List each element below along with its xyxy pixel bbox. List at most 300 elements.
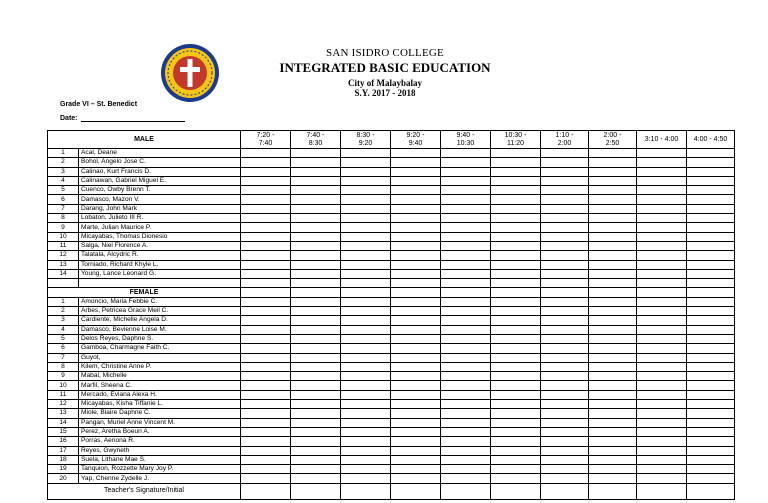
attendance-cell[interactable] bbox=[541, 158, 589, 167]
attendance-cell[interactable] bbox=[391, 149, 441, 158]
attendance-cell[interactable] bbox=[341, 260, 391, 269]
attendance-cell[interactable] bbox=[589, 279, 637, 288]
attendance-cell[interactable] bbox=[491, 353, 541, 362]
attendance-cell[interactable] bbox=[291, 455, 341, 464]
attendance-cell[interactable] bbox=[541, 316, 589, 325]
attendance-cell[interactable] bbox=[441, 288, 491, 297]
attendance-cell[interactable] bbox=[637, 465, 687, 474]
attendance-cell[interactable] bbox=[541, 325, 589, 334]
attendance-cell[interactable] bbox=[541, 204, 589, 213]
attendance-cell[interactable] bbox=[541, 446, 589, 455]
attendance-cell[interactable] bbox=[637, 149, 687, 158]
attendance-cell[interactable] bbox=[589, 297, 637, 306]
attendance-cell[interactable] bbox=[687, 149, 735, 158]
attendance-cell[interactable] bbox=[241, 186, 291, 195]
attendance-cell[interactable] bbox=[291, 186, 341, 195]
attendance-cell[interactable] bbox=[491, 297, 541, 306]
attendance-cell[interactable] bbox=[589, 325, 637, 334]
attendance-cell[interactable] bbox=[391, 465, 441, 474]
attendance-cell[interactable] bbox=[441, 344, 491, 353]
attendance-cell[interactable] bbox=[441, 241, 491, 250]
attendance-cell[interactable] bbox=[241, 400, 291, 409]
attendance-cell[interactable] bbox=[637, 269, 687, 278]
attendance-cell[interactable] bbox=[589, 362, 637, 371]
attendance-cell[interactable] bbox=[541, 149, 589, 158]
attendance-cell[interactable] bbox=[541, 176, 589, 185]
attendance-cell[interactable] bbox=[441, 307, 491, 316]
attendance-cell[interactable] bbox=[341, 474, 391, 483]
attendance-cell[interactable] bbox=[291, 427, 341, 436]
attendance-cell[interactable] bbox=[341, 437, 391, 446]
attendance-cell[interactable] bbox=[341, 316, 391, 325]
attendance-cell[interactable] bbox=[687, 251, 735, 260]
attendance-cell[interactable] bbox=[637, 362, 687, 371]
attendance-cell[interactable] bbox=[241, 149, 291, 158]
attendance-cell[interactable] bbox=[637, 176, 687, 185]
attendance-cell[interactable] bbox=[441, 149, 491, 158]
attendance-cell[interactable] bbox=[241, 167, 291, 176]
attendance-cell[interactable] bbox=[291, 176, 341, 185]
attendance-cell[interactable] bbox=[637, 195, 687, 204]
attendance-cell[interactable] bbox=[491, 149, 541, 158]
attendance-cell[interactable] bbox=[589, 344, 637, 353]
attendance-cell[interactable] bbox=[241, 409, 291, 418]
attendance-cell[interactable] bbox=[637, 241, 687, 250]
attendance-cell[interactable] bbox=[589, 446, 637, 455]
signature-cell[interactable] bbox=[541, 483, 589, 499]
attendance-cell[interactable] bbox=[687, 334, 735, 343]
attendance-cell[interactable] bbox=[291, 474, 341, 483]
attendance-cell[interactable] bbox=[341, 158, 391, 167]
attendance-cell[interactable] bbox=[687, 372, 735, 381]
attendance-cell[interactable] bbox=[341, 149, 391, 158]
attendance-cell[interactable] bbox=[391, 232, 441, 241]
attendance-cell[interactable] bbox=[589, 418, 637, 427]
attendance-cell[interactable] bbox=[541, 390, 589, 399]
attendance-cell[interactable] bbox=[441, 353, 491, 362]
attendance-cell[interactable] bbox=[441, 223, 491, 232]
attendance-cell[interactable] bbox=[441, 381, 491, 390]
attendance-cell[interactable] bbox=[491, 334, 541, 343]
attendance-cell[interactable] bbox=[541, 362, 589, 371]
attendance-cell[interactable] bbox=[341, 204, 391, 213]
attendance-cell[interactable] bbox=[637, 158, 687, 167]
attendance-cell[interactable] bbox=[291, 353, 341, 362]
attendance-cell[interactable] bbox=[391, 325, 441, 334]
attendance-cell[interactable] bbox=[341, 288, 391, 297]
attendance-cell[interactable] bbox=[687, 325, 735, 334]
attendance-cell[interactable] bbox=[637, 325, 687, 334]
attendance-cell[interactable] bbox=[441, 400, 491, 409]
attendance-cell[interactable] bbox=[391, 223, 441, 232]
attendance-cell[interactable] bbox=[291, 204, 341, 213]
attendance-cell[interactable] bbox=[687, 307, 735, 316]
attendance-cell[interactable] bbox=[589, 455, 637, 464]
attendance-cell[interactable] bbox=[391, 400, 441, 409]
attendance-cell[interactable] bbox=[637, 186, 687, 195]
attendance-cell[interactable] bbox=[589, 195, 637, 204]
attendance-cell[interactable] bbox=[687, 158, 735, 167]
attendance-cell[interactable] bbox=[541, 353, 589, 362]
attendance-cell[interactable] bbox=[441, 362, 491, 371]
attendance-cell[interactable] bbox=[241, 418, 291, 427]
attendance-cell[interactable] bbox=[637, 372, 687, 381]
attendance-cell[interactable] bbox=[541, 381, 589, 390]
attendance-cell[interactable] bbox=[391, 269, 441, 278]
attendance-cell[interactable] bbox=[541, 269, 589, 278]
attendance-cell[interactable] bbox=[341, 176, 391, 185]
attendance-cell[interactable] bbox=[441, 158, 491, 167]
attendance-cell[interactable] bbox=[637, 427, 687, 436]
attendance-cell[interactable] bbox=[341, 186, 391, 195]
attendance-cell[interactable] bbox=[391, 195, 441, 204]
attendance-cell[interactable] bbox=[589, 260, 637, 269]
attendance-cell[interactable] bbox=[637, 288, 687, 297]
attendance-cell[interactable] bbox=[491, 251, 541, 260]
attendance-cell[interactable] bbox=[687, 465, 735, 474]
attendance-cell[interactable] bbox=[491, 158, 541, 167]
attendance-cell[interactable] bbox=[441, 390, 491, 399]
attendance-cell[interactable] bbox=[441, 446, 491, 455]
attendance-cell[interactable] bbox=[291, 409, 341, 418]
attendance-cell[interactable] bbox=[241, 297, 291, 306]
attendance-cell[interactable] bbox=[291, 241, 341, 250]
attendance-cell[interactable] bbox=[341, 353, 391, 362]
attendance-cell[interactable] bbox=[341, 418, 391, 427]
attendance-cell[interactable] bbox=[589, 390, 637, 399]
attendance-cell[interactable] bbox=[241, 344, 291, 353]
attendance-cell[interactable] bbox=[391, 297, 441, 306]
attendance-cell[interactable] bbox=[637, 409, 687, 418]
attendance-cell[interactable] bbox=[687, 204, 735, 213]
attendance-cell[interactable] bbox=[341, 251, 391, 260]
attendance-cell[interactable] bbox=[491, 437, 541, 446]
attendance-cell[interactable] bbox=[637, 307, 687, 316]
attendance-cell[interactable] bbox=[241, 288, 291, 297]
attendance-cell[interactable] bbox=[589, 381, 637, 390]
attendance-cell[interactable] bbox=[391, 390, 441, 399]
attendance-cell[interactable] bbox=[341, 223, 391, 232]
attendance-cell[interactable] bbox=[589, 204, 637, 213]
attendance-cell[interactable] bbox=[491, 316, 541, 325]
attendance-cell[interactable] bbox=[637, 232, 687, 241]
attendance-cell[interactable] bbox=[291, 325, 341, 334]
attendance-cell[interactable] bbox=[491, 288, 541, 297]
signature-cell[interactable] bbox=[391, 483, 441, 499]
attendance-cell[interactable] bbox=[291, 269, 341, 278]
attendance-cell[interactable] bbox=[391, 204, 441, 213]
attendance-cell[interactable] bbox=[687, 390, 735, 399]
attendance-cell[interactable] bbox=[637, 390, 687, 399]
attendance-cell[interactable] bbox=[589, 437, 637, 446]
attendance-cell[interactable] bbox=[291, 251, 341, 260]
attendance-cell[interactable] bbox=[241, 437, 291, 446]
attendance-cell[interactable] bbox=[589, 176, 637, 185]
attendance-cell[interactable] bbox=[241, 465, 291, 474]
attendance-cell[interactable] bbox=[589, 158, 637, 167]
attendance-cell[interactable] bbox=[341, 390, 391, 399]
attendance-cell[interactable] bbox=[441, 176, 491, 185]
attendance-cell[interactable] bbox=[441, 195, 491, 204]
attendance-cell[interactable] bbox=[637, 437, 687, 446]
attendance-cell[interactable] bbox=[589, 334, 637, 343]
attendance-cell[interactable] bbox=[541, 186, 589, 195]
attendance-cell[interactable] bbox=[241, 427, 291, 436]
attendance-cell[interactable] bbox=[541, 372, 589, 381]
attendance-cell[interactable] bbox=[391, 260, 441, 269]
attendance-cell[interactable] bbox=[541, 214, 589, 223]
attendance-cell[interactable] bbox=[391, 409, 441, 418]
signature-cell[interactable] bbox=[241, 483, 291, 499]
attendance-cell[interactable] bbox=[241, 269, 291, 278]
attendance-cell[interactable] bbox=[241, 214, 291, 223]
attendance-cell[interactable] bbox=[341, 455, 391, 464]
attendance-cell[interactable] bbox=[241, 372, 291, 381]
attendance-cell[interactable] bbox=[637, 353, 687, 362]
attendance-cell[interactable] bbox=[391, 316, 441, 325]
attendance-cell[interactable] bbox=[589, 241, 637, 250]
attendance-cell[interactable] bbox=[491, 279, 541, 288]
attendance-cell[interactable] bbox=[291, 279, 341, 288]
attendance-cell[interactable] bbox=[341, 372, 391, 381]
attendance-cell[interactable] bbox=[391, 455, 441, 464]
attendance-cell[interactable] bbox=[491, 223, 541, 232]
attendance-cell[interactable] bbox=[541, 418, 589, 427]
attendance-cell[interactable] bbox=[441, 334, 491, 343]
attendance-cell[interactable] bbox=[589, 167, 637, 176]
attendance-cell[interactable] bbox=[589, 427, 637, 436]
attendance-cell[interactable] bbox=[291, 167, 341, 176]
attendance-cell[interactable] bbox=[241, 158, 291, 167]
attendance-cell[interactable] bbox=[637, 251, 687, 260]
attendance-cell[interactable] bbox=[687, 362, 735, 371]
attendance-cell[interactable] bbox=[637, 474, 687, 483]
attendance-cell[interactable] bbox=[541, 297, 589, 306]
attendance-cell[interactable] bbox=[341, 167, 391, 176]
attendance-cell[interactable] bbox=[637, 381, 687, 390]
attendance-cell[interactable] bbox=[687, 400, 735, 409]
attendance-cell[interactable] bbox=[441, 186, 491, 195]
attendance-cell[interactable] bbox=[687, 418, 735, 427]
attendance-cell[interactable] bbox=[291, 372, 341, 381]
attendance-cell[interactable] bbox=[687, 260, 735, 269]
attendance-cell[interactable] bbox=[291, 344, 341, 353]
attendance-cell[interactable] bbox=[441, 269, 491, 278]
attendance-cell[interactable] bbox=[491, 260, 541, 269]
signature-cell[interactable] bbox=[491, 483, 541, 499]
attendance-cell[interactable] bbox=[391, 186, 441, 195]
attendance-cell[interactable] bbox=[441, 455, 491, 464]
attendance-cell[interactable] bbox=[541, 409, 589, 418]
attendance-cell[interactable] bbox=[241, 260, 291, 269]
signature-cell[interactable] bbox=[291, 483, 341, 499]
attendance-cell[interactable] bbox=[687, 474, 735, 483]
attendance-cell[interactable] bbox=[391, 427, 441, 436]
attendance-cell[interactable] bbox=[241, 474, 291, 483]
attendance-cell[interactable] bbox=[491, 362, 541, 371]
attendance-cell[interactable] bbox=[589, 214, 637, 223]
attendance-cell[interactable] bbox=[637, 334, 687, 343]
attendance-cell[interactable] bbox=[241, 381, 291, 390]
attendance-cell[interactable] bbox=[589, 251, 637, 260]
attendance-cell[interactable] bbox=[541, 344, 589, 353]
attendance-cell[interactable] bbox=[391, 251, 441, 260]
attendance-cell[interactable] bbox=[391, 307, 441, 316]
attendance-cell[interactable] bbox=[541, 223, 589, 232]
attendance-cell[interactable] bbox=[291, 288, 341, 297]
attendance-cell[interactable] bbox=[341, 297, 391, 306]
attendance-cell[interactable] bbox=[687, 381, 735, 390]
attendance-cell[interactable] bbox=[491, 418, 541, 427]
attendance-cell[interactable] bbox=[687, 232, 735, 241]
attendance-cell[interactable] bbox=[441, 316, 491, 325]
attendance-cell[interactable] bbox=[391, 241, 441, 250]
attendance-cell[interactable] bbox=[441, 204, 491, 213]
attendance-cell[interactable] bbox=[341, 325, 391, 334]
attendance-cell[interactable] bbox=[541, 288, 589, 297]
attendance-cell[interactable] bbox=[491, 167, 541, 176]
attendance-cell[interactable] bbox=[241, 334, 291, 343]
attendance-cell[interactable] bbox=[541, 232, 589, 241]
attendance-cell[interactable] bbox=[441, 437, 491, 446]
attendance-cell[interactable] bbox=[541, 167, 589, 176]
attendance-cell[interactable] bbox=[589, 409, 637, 418]
attendance-cell[interactable] bbox=[637, 260, 687, 269]
attendance-cell[interactable] bbox=[541, 241, 589, 250]
attendance-cell[interactable] bbox=[491, 381, 541, 390]
attendance-cell[interactable] bbox=[391, 353, 441, 362]
attendance-cell[interactable] bbox=[291, 437, 341, 446]
attendance-cell[interactable] bbox=[589, 465, 637, 474]
attendance-cell[interactable] bbox=[687, 223, 735, 232]
attendance-cell[interactable] bbox=[291, 158, 341, 167]
attendance-cell[interactable] bbox=[491, 232, 541, 241]
attendance-cell[interactable] bbox=[241, 251, 291, 260]
attendance-cell[interactable] bbox=[391, 344, 441, 353]
attendance-cell[interactable] bbox=[491, 474, 541, 483]
attendance-cell[interactable] bbox=[291, 232, 341, 241]
attendance-cell[interactable] bbox=[589, 474, 637, 483]
attendance-cell[interactable] bbox=[491, 344, 541, 353]
attendance-cell[interactable] bbox=[291, 195, 341, 204]
attendance-cell[interactable] bbox=[341, 409, 391, 418]
attendance-cell[interactable] bbox=[391, 167, 441, 176]
attendance-cell[interactable] bbox=[491, 465, 541, 474]
attendance-cell[interactable] bbox=[341, 344, 391, 353]
attendance-cell[interactable] bbox=[541, 474, 589, 483]
attendance-cell[interactable] bbox=[687, 409, 735, 418]
attendance-cell[interactable] bbox=[637, 418, 687, 427]
attendance-cell[interactable] bbox=[491, 186, 541, 195]
attendance-cell[interactable] bbox=[391, 474, 441, 483]
attendance-cell[interactable] bbox=[687, 176, 735, 185]
attendance-cell[interactable] bbox=[441, 251, 491, 260]
attendance-cell[interactable] bbox=[441, 474, 491, 483]
attendance-cell[interactable] bbox=[391, 418, 441, 427]
attendance-cell[interactable] bbox=[441, 214, 491, 223]
attendance-cell[interactable] bbox=[441, 297, 491, 306]
attendance-cell[interactable] bbox=[687, 186, 735, 195]
attendance-cell[interactable] bbox=[687, 427, 735, 436]
attendance-cell[interactable] bbox=[687, 214, 735, 223]
attendance-cell[interactable] bbox=[341, 269, 391, 278]
attendance-cell[interactable] bbox=[291, 149, 341, 158]
attendance-cell[interactable] bbox=[491, 204, 541, 213]
attendance-cell[interactable] bbox=[441, 427, 491, 436]
attendance-cell[interactable] bbox=[637, 344, 687, 353]
attendance-cell[interactable] bbox=[391, 437, 441, 446]
attendance-cell[interactable] bbox=[441, 409, 491, 418]
attendance-cell[interactable] bbox=[541, 279, 589, 288]
attendance-cell[interactable] bbox=[291, 362, 341, 371]
attendance-cell[interactable] bbox=[341, 427, 391, 436]
attendance-cell[interactable] bbox=[589, 307, 637, 316]
attendance-cell[interactable] bbox=[341, 381, 391, 390]
attendance-cell[interactable] bbox=[491, 427, 541, 436]
attendance-cell[interactable] bbox=[541, 455, 589, 464]
signature-cell[interactable] bbox=[687, 483, 735, 499]
attendance-cell[interactable] bbox=[441, 465, 491, 474]
attendance-cell[interactable] bbox=[589, 400, 637, 409]
attendance-cell[interactable] bbox=[341, 232, 391, 241]
attendance-cell[interactable] bbox=[491, 390, 541, 399]
attendance-cell[interactable] bbox=[491, 307, 541, 316]
attendance-cell[interactable] bbox=[341, 334, 391, 343]
attendance-cell[interactable] bbox=[687, 446, 735, 455]
attendance-cell[interactable] bbox=[491, 325, 541, 334]
attendance-cell[interactable] bbox=[241, 362, 291, 371]
attendance-cell[interactable] bbox=[341, 362, 391, 371]
attendance-cell[interactable] bbox=[241, 204, 291, 213]
attendance-cell[interactable] bbox=[589, 316, 637, 325]
attendance-cell[interactable] bbox=[291, 297, 341, 306]
attendance-cell[interactable] bbox=[241, 241, 291, 250]
attendance-cell[interactable] bbox=[637, 446, 687, 455]
signature-cell[interactable] bbox=[441, 483, 491, 499]
attendance-cell[interactable] bbox=[687, 195, 735, 204]
attendance-cell[interactable] bbox=[589, 372, 637, 381]
attendance-cell[interactable] bbox=[687, 241, 735, 250]
attendance-cell[interactable] bbox=[241, 446, 291, 455]
attendance-cell[interactable] bbox=[391, 446, 441, 455]
attendance-cell[interactable] bbox=[687, 353, 735, 362]
attendance-cell[interactable] bbox=[441, 167, 491, 176]
attendance-cell[interactable] bbox=[291, 223, 341, 232]
attendance-cell[interactable] bbox=[687, 288, 735, 297]
attendance-cell[interactable] bbox=[341, 307, 391, 316]
attendance-cell[interactable] bbox=[341, 279, 391, 288]
attendance-cell[interactable] bbox=[491, 372, 541, 381]
signature-cell[interactable] bbox=[341, 483, 391, 499]
attendance-cell[interactable] bbox=[541, 400, 589, 409]
attendance-cell[interactable] bbox=[341, 195, 391, 204]
attendance-cell[interactable] bbox=[441, 325, 491, 334]
attendance-cell[interactable] bbox=[687, 344, 735, 353]
attendance-cell[interactable] bbox=[391, 279, 441, 288]
attendance-cell[interactable] bbox=[637, 214, 687, 223]
attendance-cell[interactable] bbox=[541, 427, 589, 436]
attendance-cell[interactable] bbox=[441, 260, 491, 269]
attendance-cell[interactable] bbox=[341, 214, 391, 223]
signature-cell[interactable] bbox=[637, 483, 687, 499]
attendance-cell[interactable] bbox=[391, 288, 441, 297]
attendance-cell[interactable] bbox=[589, 186, 637, 195]
attendance-cell[interactable] bbox=[241, 325, 291, 334]
attendance-cell[interactable] bbox=[391, 372, 441, 381]
attendance-cell[interactable] bbox=[541, 465, 589, 474]
attendance-cell[interactable] bbox=[589, 223, 637, 232]
attendance-cell[interactable] bbox=[291, 316, 341, 325]
